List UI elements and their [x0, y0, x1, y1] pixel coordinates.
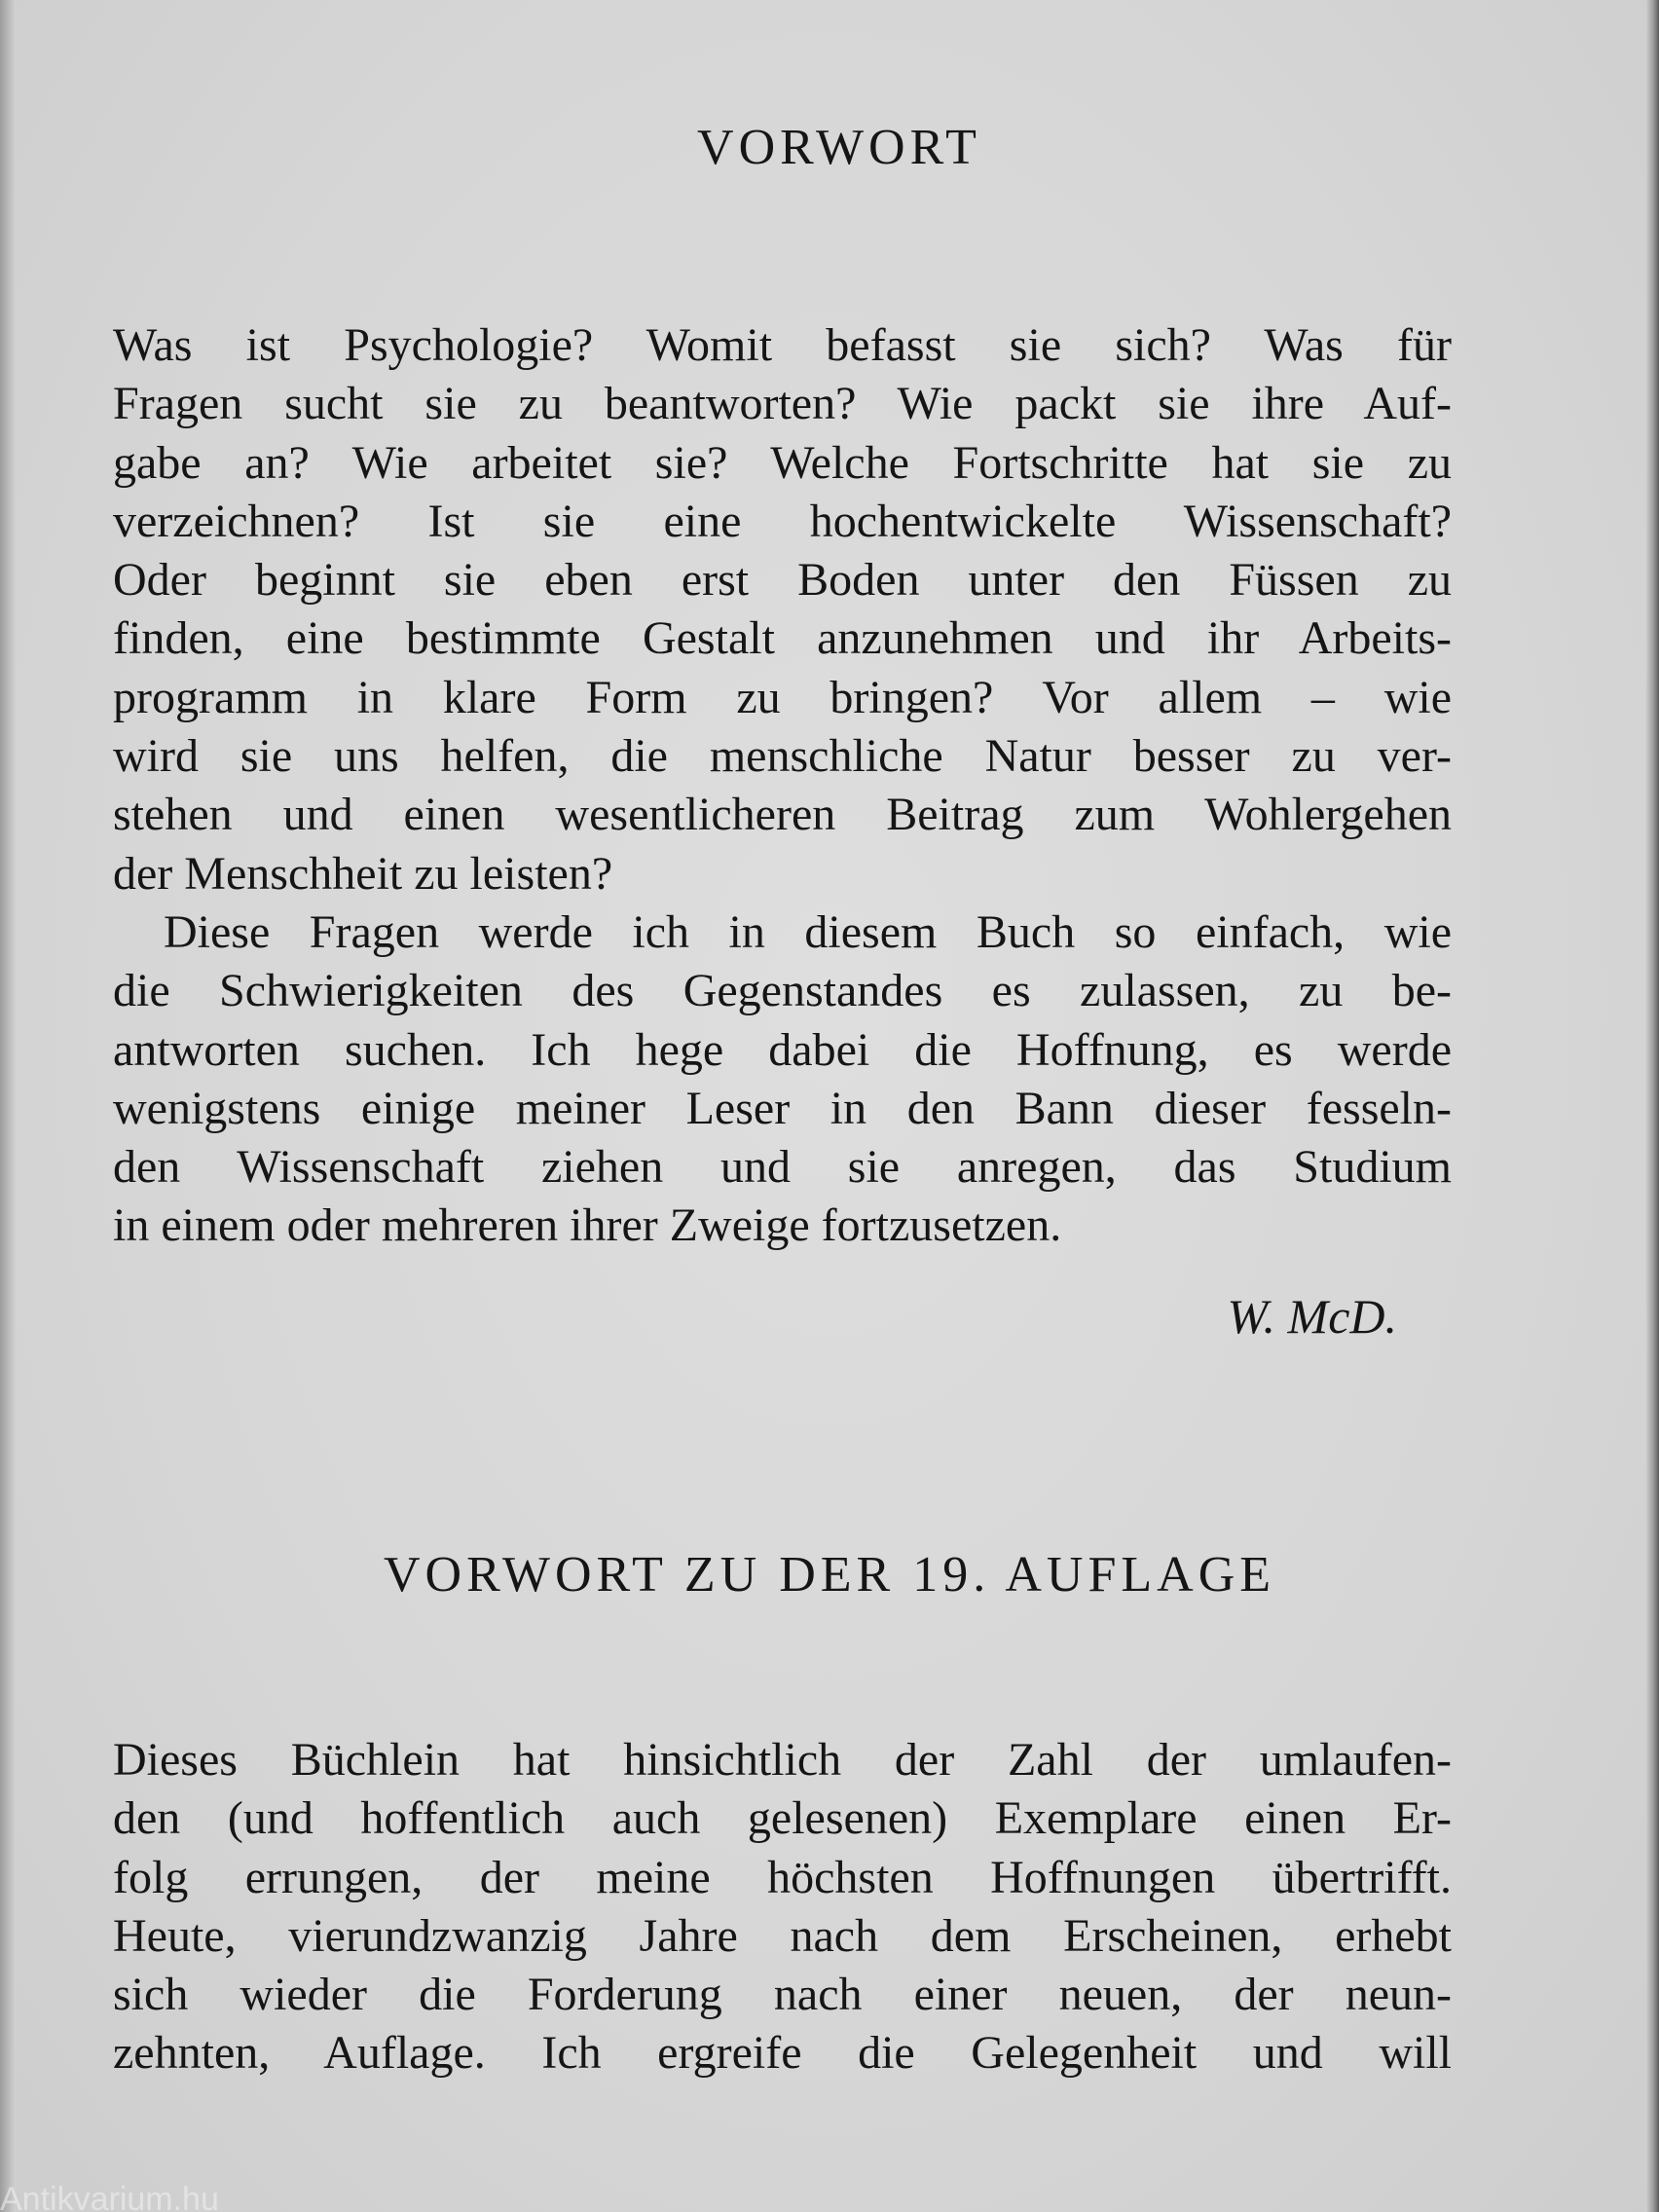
text-line: wird sie uns helfen, die menschliche Natur besser zu ver-: [113, 730, 1452, 783]
text-line: programm in klare Form zu bringen? Vor allem – wie: [113, 671, 1452, 723]
text-line: wenigstens einige meiner Leser in den Bann dieser fesseln-: [113, 1082, 1452, 1134]
foreword-body: [113, 316, 1452, 1256]
text-line: die Schwierigkeiten des Gegenstandes es zulassen, zu be-: [113, 965, 1452, 1017]
page-edge-shadow: [1645, 0, 1659, 2212]
watermark-text: Antikvarium.hu: [0, 2183, 219, 2212]
text-line: antworten suchen. Ich hege dabei die Hoffnung, es werde: [113, 1023, 1452, 1076]
text-line: folg errungen, der meine höchsten Hoffnungen übertrifft.: [113, 1851, 1452, 1903]
text-line: Fragen sucht sie zu beantworten? Wie packt sie ihre Auf-: [113, 378, 1452, 430]
text-line: gabe an? Wie arbeitet sie? Welche Fortschritte hat sie zu: [113, 436, 1452, 489]
text-line: Dieses Büchlein hat hinsichtlich der Zahl der umlaufen-: [113, 1734, 1452, 1786]
text-line: den (und hoffentlich auch gelesenen) Exemplare einen Er-: [113, 1792, 1452, 1845]
text-line: stehen und einen wesentlicheren Beitrag zum Wohlergehen: [113, 789, 1452, 841]
author-signature: W. McD.: [1227, 1289, 1397, 1344]
text-line: den Wissenschaft ziehen und sie anregen, das Studium: [113, 1141, 1452, 1194]
text-line: der Menschheit zu leisten?: [113, 847, 613, 900]
text-line: in einem oder mehreren ihrer Zweige fortzusetzen.: [113, 1199, 1062, 1252]
foreword-heading: VORWORT: [697, 120, 981, 175]
foreword-19th-edition-heading: VORWORT ZU DER 19. AUFLAGE: [383, 1547, 1276, 1603]
page-gutter-shadow: [0, 0, 16, 2212]
text-line: finden, eine bestimmte Gestalt anzunehmen und ihr Arbeits-: [113, 612, 1452, 665]
text-line: sich wieder die Forderung nach einer neuen, der neun-: [113, 1969, 1452, 2021]
text-line: Was ist Psychologie? Womit befasst sie sich? Was für: [113, 319, 1452, 371]
text-line: Oder beginnt sie eben erst Boden unter den Füssen zu: [113, 554, 1452, 607]
text-line: Diese Fragen werde ich in diesem Buch so einfach, wie: [164, 905, 1452, 958]
text-line: zehnten, Auflage. Ich ergreife die Gelegenheit und will: [113, 2027, 1452, 2080]
text-line: verzeichnen? Ist sie eine hochentwickelte Wissenschaft?: [113, 495, 1452, 547]
text-line: Heute, vierundzwanzig Jahre nach dem Erscheinen, erhebt: [113, 1909, 1452, 1962]
foreword-19th-edition-body: [113, 1731, 1452, 2083]
